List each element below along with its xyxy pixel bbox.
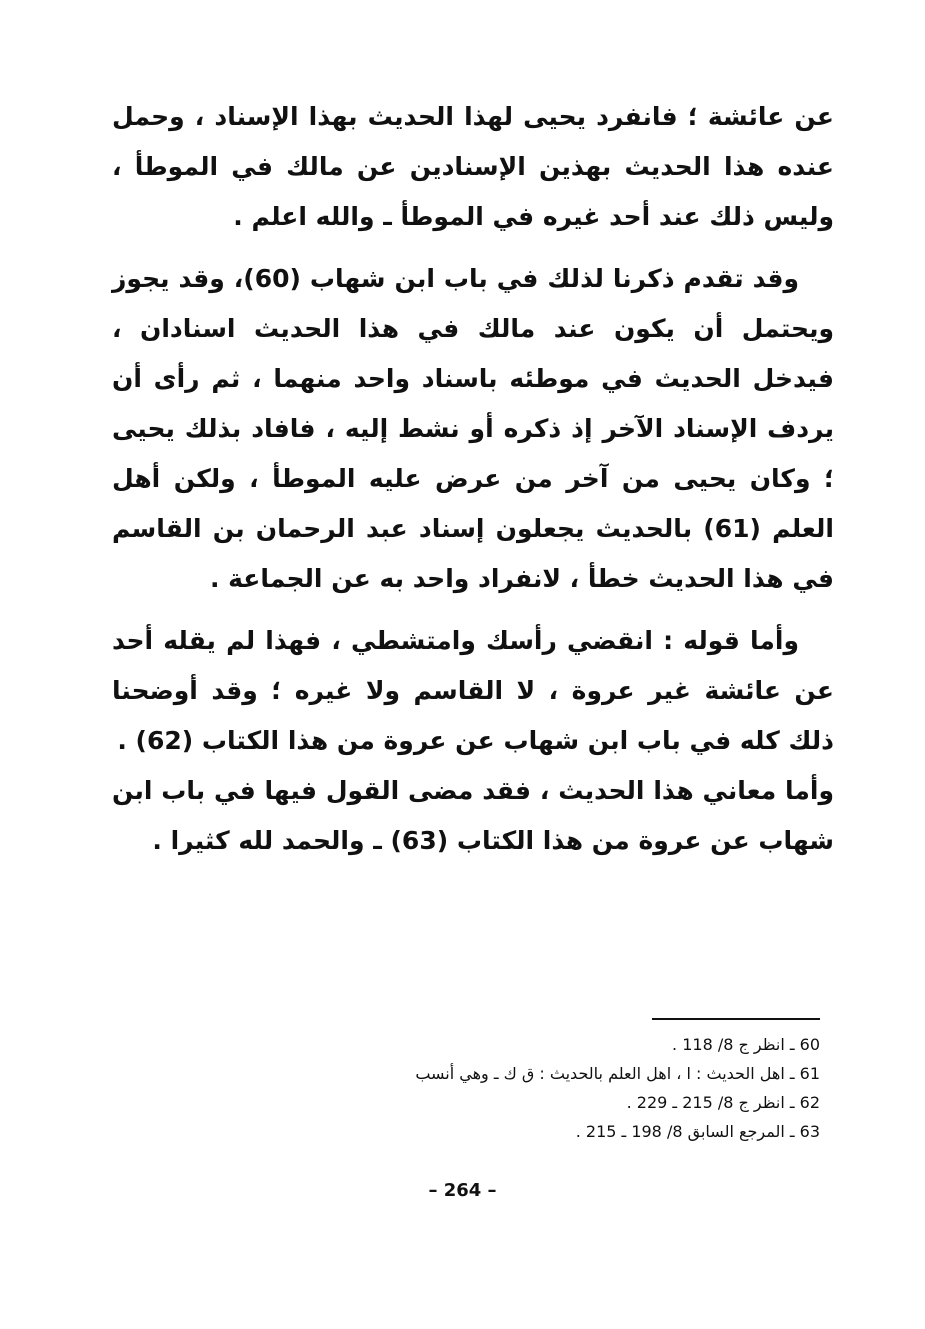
footnote-61: 61 ـ اهل الحديث : ا ، اهل العلم بالحديث : ق ك ـ وهي أنسب	[415, 1064, 820, 1083]
footnote-62: 62 ـ انظر ج 8/ 215 ـ 229 .	[626, 1093, 820, 1112]
paragraph-2: وقد تقدم ذكرنا لذلك في باب ابن شهاب (60)، وقد يجوز ويحتمل أن يكون عند مالك في هذا الحديث اسنادان ، فيدخل الحديث في موطئه باسناد واحد منهما ، ثم رأى أن يردف الإسناد الآخر إذ ذكره أو نشط إليه ، فافاد بذلك يحيى ؛ وكان يحيى من آخر من عرض عليه الموطأ ، ولكن أهل العلم (61) بالحديث يجعلون إسناد عبد الرحمان بن القاسم في هذا الحديث خطأ ، لانفراد واحد به عن الجماعة .	[112, 264, 834, 593]
paragraph-3: وأما قوله : انقضي رأسك وامتشطي ، فهذا لم يقله أحد عن عائشة غير عروة ، لا القاسم ولا غيره ؛ وقد أوضحنا ذلك كله في باب ابن شهاب عن عروة من هذا الكتاب (62) .	[112, 626, 834, 755]
footnote-60: 60 ـ انظر ج 8/ 118 .	[672, 1035, 820, 1054]
paragraph-4: وأما معاني هذا الحديث ، فقد مضى القول فيها في باب ابن شهاب عن عروة من هذا الكتاب (63) ـ والحمد لله كثيرا .	[112, 776, 834, 855]
page-number: – 264 –	[428, 1180, 497, 1201]
footnotes	[360, 1030, 820, 1146]
footnote-63: 63 ـ المرجع السابق 8/ 198 ـ 215 .	[575, 1122, 820, 1141]
paragraph-1: عن عائشة ؛ فانفرد يحيى لهذا الحديث بهذا الإسناد ، وحمل عنده هذا الحديث بهذين الإسنادين عن مالك في الموطأ ، وليس ذلك عند أحد غيره في الموطأ ـ والله اعلم .	[112, 102, 834, 231]
footnote-divider	[652, 1018, 820, 1020]
main-text	[112, 92, 834, 878]
